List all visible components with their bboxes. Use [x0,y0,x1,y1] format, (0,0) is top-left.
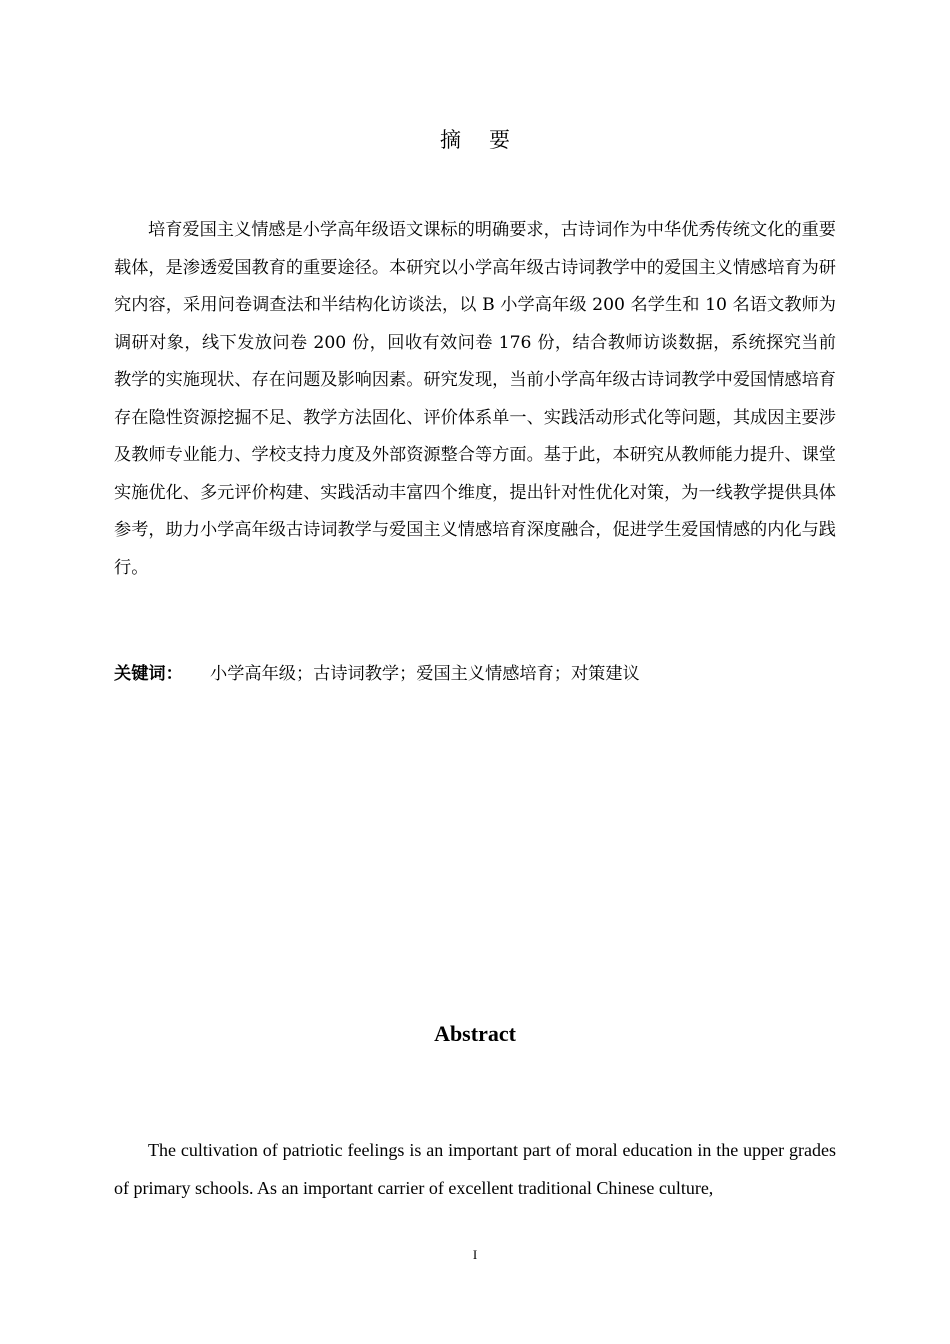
chinese-abstract-body: 培育爱国主义情感是小学高年级语文课标的明确要求，古诗词作为中华优秀传统文化的重要载体，是渗透爱国教育的重要途径。本研究以小学高年级古诗词教学中的爱国主义情感培育为研究内容，采用问卷调查法和半结构化访谈法，以 B 小学高年级 200 名学生和 10 名语文教师为调研对象，线下发放问卷 200 份，回收有效问卷 176 份，结合教师访谈数据，系统探究当前教学的实施现状、存在问题及影响因素。研究发现，当前小学高年级古诗词教学中爱国情感培育存在隐性资源挖掘不足、教学方法固化、评价体系单一、实践活动形式化等问题，其成因主要涉及教师专业能力、学校支持力度及外部资源整合等方面。基于此，本研究从教师能力提升、课堂实施优化、多元评价构建、实践活动丰富四个维度，提出针对性优化对策，为一线教学提供具体参考，助力小学高年级古诗词教学与爱国主义情感培育深度融合，促进学生爱国情感的内化与践行。 [114,220,836,578]
english-abstract-body: The cultivation of patriotic feelings is an important part of moral education in the upper grades of primary schools. As an important carrier of excellent traditional Chinese culture, [114,1140,836,1198]
chinese-abstract-title [0,124,950,156]
keywords-label: 关键词： [114,664,183,684]
english-abstract-title: Abstract [434,1021,516,1046]
chinese-title-char-2: 要 [489,128,510,152]
page-number: I [472,1247,478,1262]
chinese-title-char-1: 摘 [440,128,461,152]
keywords-list: 小学高年级；古诗词教学；爱国主义情感培育；对策建议 [210,664,640,684]
chinese-keywords-line [114,659,836,689]
